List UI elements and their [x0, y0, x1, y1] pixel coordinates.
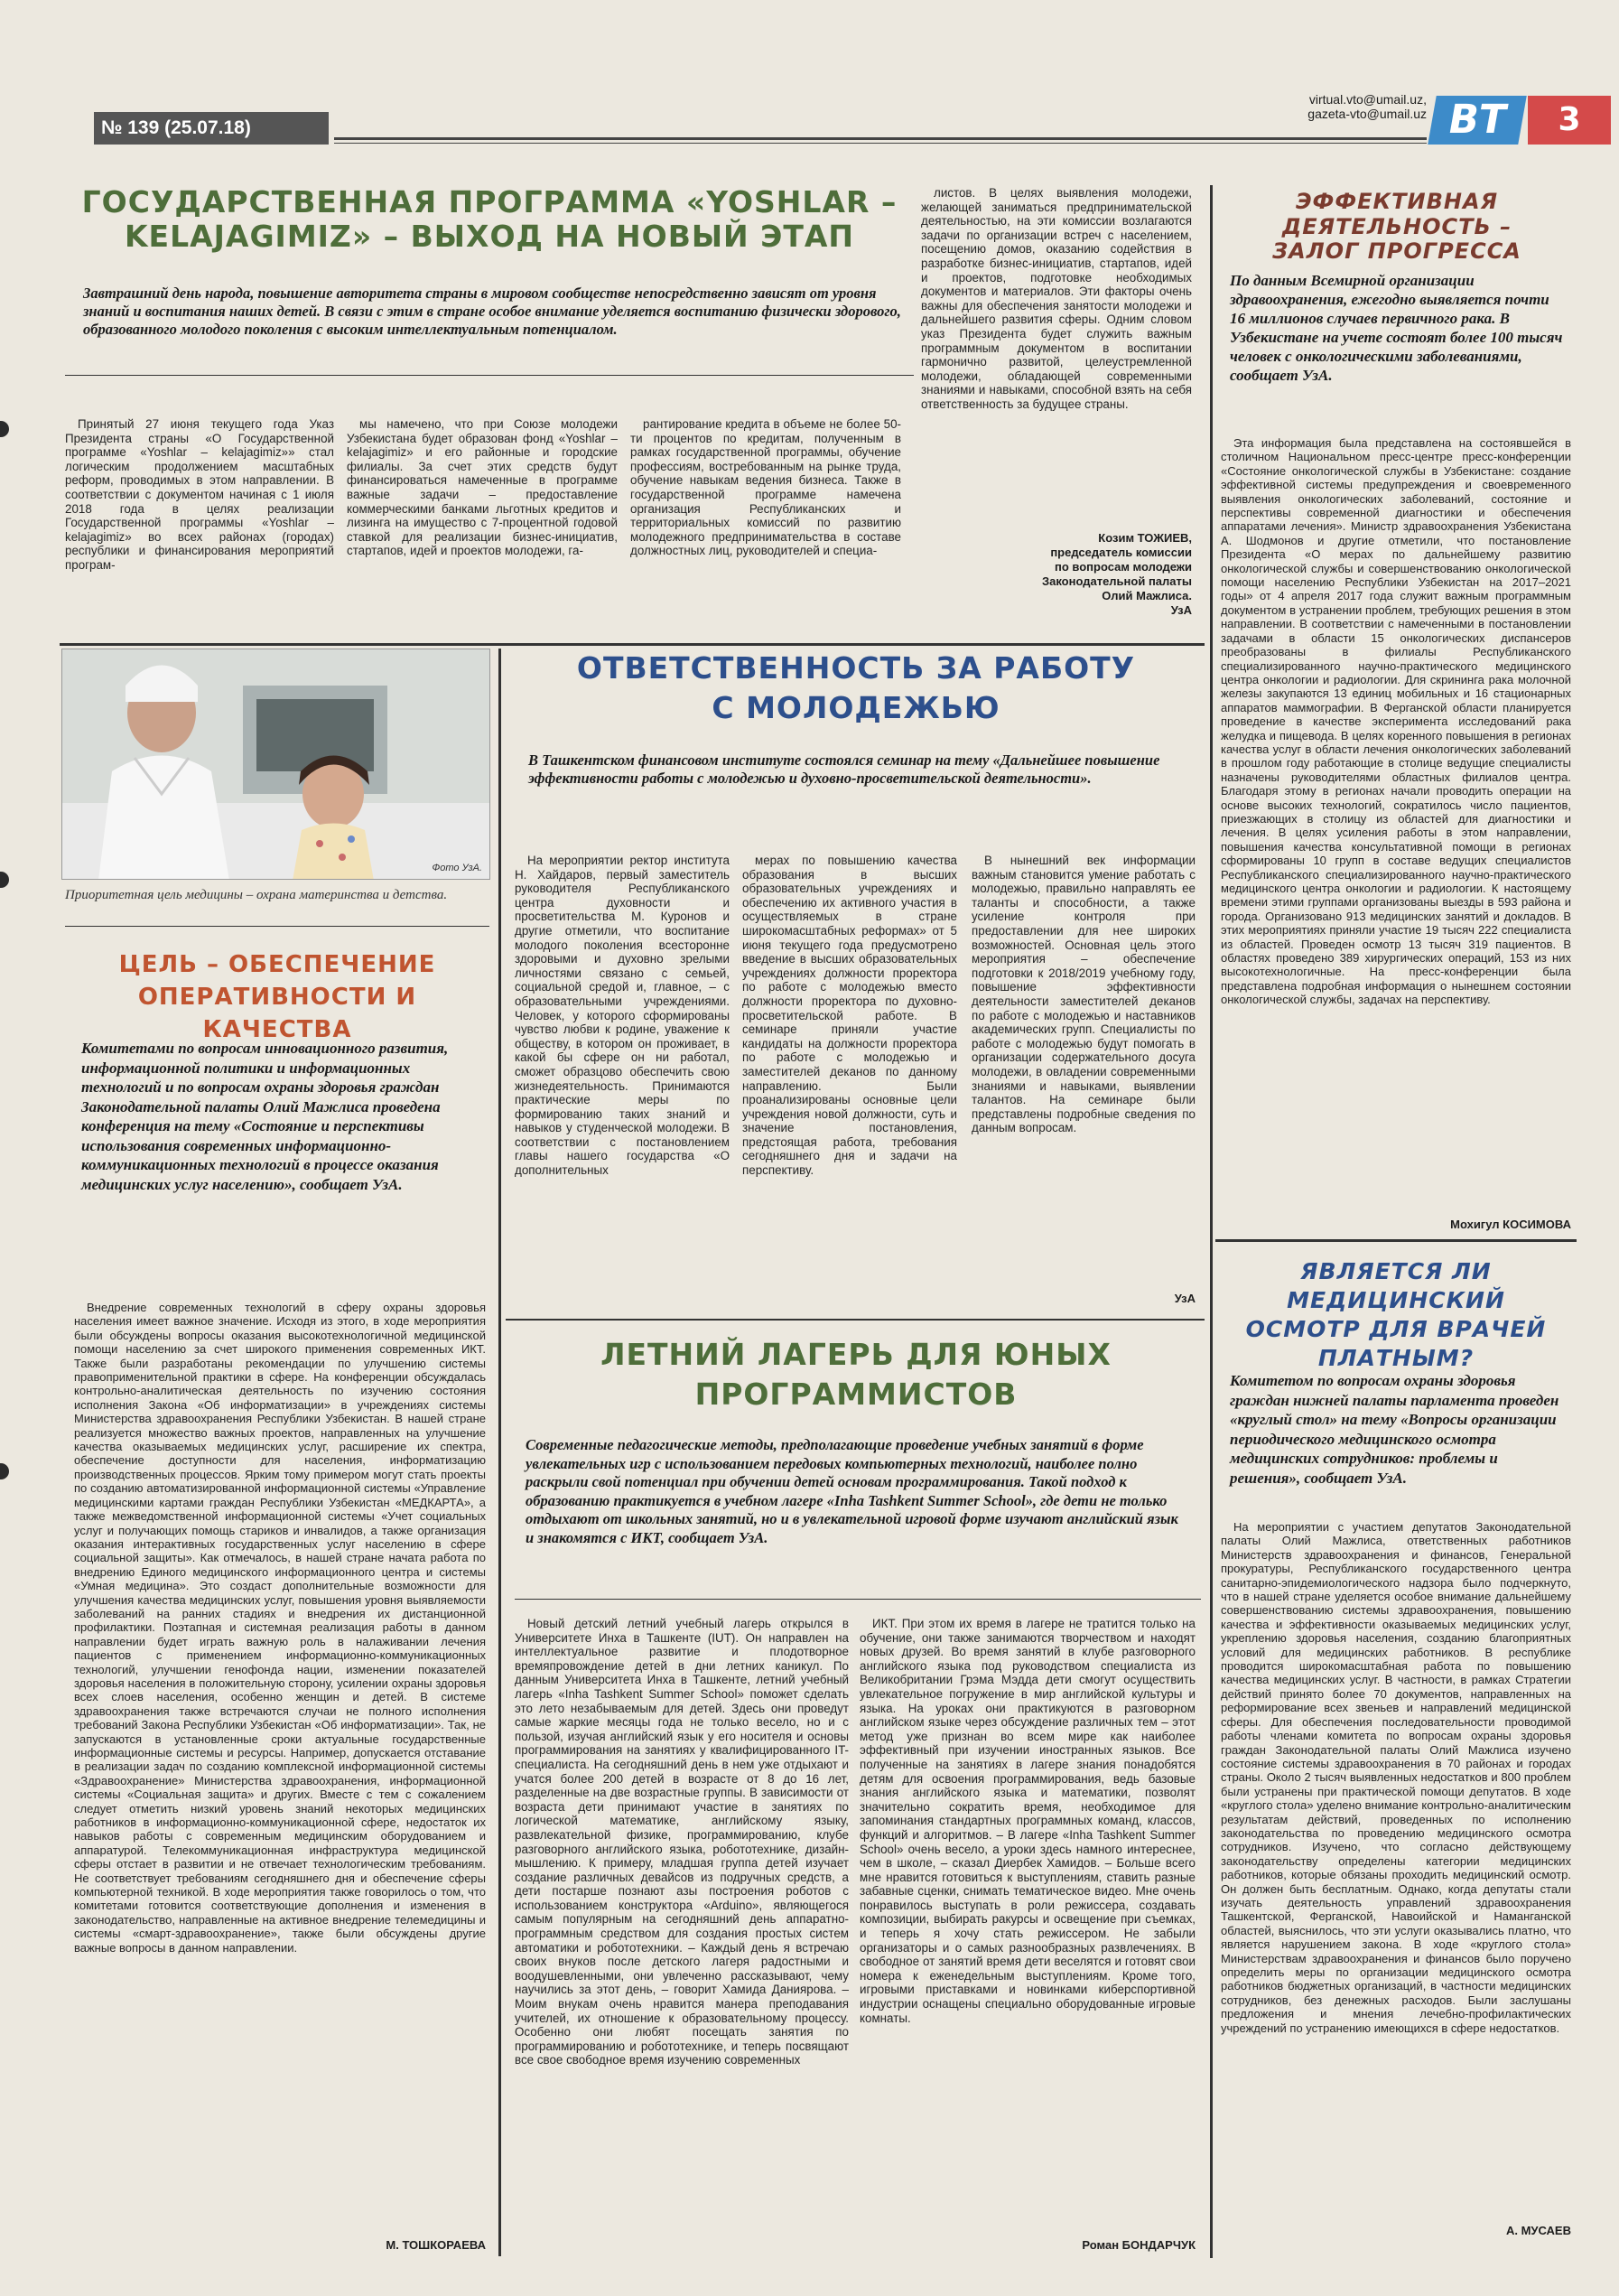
sidebar1-lead: По данным Всемирной организации здравоохранения, ежегодно выявляется почти 16 миллионов случаев первичного рака. В Узбекистане на учете состоят более 100 тысяч человек с онкологическими заболеваниями, сообщает УзА.: [1230, 272, 1563, 384]
article4-col2: ИКТ. При этом их время в лагере не тратится только на обучение, они также занимаются творчеством и находят новых друзей. Во время занятий в клубе разговорного английского языка под руководством специалиста из Великобритании Грэма Мэдда дети смогут осуществить увлекательное погружение в мир английской культуры и языка. На уроках они практикуются в разговорном английском языке через обсуждение различных тем – этот метод уже признан во всем мире как наиболее эффективный при изучении иностранных языков. Все полученные на занятиях в лагере знания понадобятся детям для освоения программирования, ведь базовые знания английского языка и математики, позволят значительно сократить время, необходимое для запоминания стандартных программных команд, классов, функций и алгоритмов. – В лагере «Inha Tashkent Summer School» очень весело, а уроки здесь намного интереснее, чем в школе, – сказал Диербек Хамидов. – Больше всего мне нравится готовиться к выступлениям, ставить разные забавные сценки, снимать тематическое видео. Мне очень понравилось выступать в роли режиссера, создавать композиции, выбирать ракурсы и освещение при съемках, и теперь я хочу стать режиссером. Не забыли организаторы и о самых разнообразных развлечениях. В свободное от занятий время дети веселятся и готовят свои номера к еженедельным выступлениям. Кроме того, игровыми приставками и новинками киберспортивной индустрии оснащены специально оборудованные игровые комнаты.: [860, 1617, 1196, 2025]
photo-caption: Приоритетная цель медицины – охрана материнства и детства.: [65, 888, 448, 902]
masthead-rule-thin: [334, 143, 1427, 144]
article3-title-line1: ОТВЕТСТВЕННОСТЬ ЗА РАБОТУ: [576, 650, 1136, 686]
article3-divider: [506, 1319, 1205, 1321]
article2-title-line2: ОПЕРАТИВНОСТИ И КАЧЕСТВА: [137, 984, 417, 1043]
article4-lead-rule: [515, 1599, 1201, 1600]
article2-title-line1: ЦЕЛЬ – ОБЕСПЕЧЕНИЕ: [118, 951, 436, 978]
article1-sign4: Законодательной палаты: [1041, 574, 1192, 588]
article4-signature: Роман БОНДАРЧУК: [1082, 2238, 1196, 2252]
article2-title: [65, 948, 489, 1046]
sidebar1-title-line1: ЭФФЕКТИВНАЯ ДЕЯТЕЛЬНОСТЬ –: [1281, 189, 1512, 239]
article1-divider: [65, 375, 914, 376]
article4-col1: Новый детский летний учебный лагерь открылся в Университете Инха в Ташкенте (IUT). Он направлен на интеллектуальное развитие и плодотворное времяпровождение детей в дни летних каникул. По данным Университета Инха в Ташкенте, летний учебный лагерь «Inha Tashkent Summer School» поможет сделать это лето незабываемым для детей. Здесь они проведут самые жаркие месяцы года не только весело, но и с пользой, изучая английский язык у его носителя и основы программирования на занятиях у квалифицированного IT-специалиста. На сегодняшний день в нем уже отдыхают и учатся более 200 детей в возрасте от 8 до 16 лет, разделенные на две возрастные группы. В зависимости от возраста дети принимают участие в занятиях по логической математике, английскому языку, развлекательной физике, программированию, клубе разговорного английского языка, робототехнике, дизайн-мышлению. К примеру, младшая группа детей изучает создание различных девайсов из подручных средств, а дети постарше познают азы построения роботов с использованием конструктора «Arduino», являющегося самым популярным на сегодняшний день аппаратно-программным средством для создания простых систем автоматики и робототехники. – Каждый день я встречаю своих внуков после детского лагеря радостными и воодушевленными, они увлеченно рассказывают, чему научились за этот день, – говорит Хамида Даниярова. – Моим внукам очень нравится манера преподавания учителей, их отношение к образовательному процессу. Особенно они любят посещать занятия по программированию и робототехнике, и теперь посвящают все свое свободное время изучению современных: [515, 1617, 849, 2067]
article2-signature: М. ТОШКОРАЕВА: [386, 2238, 486, 2252]
masthead: [63, 92, 1581, 152]
article1-sign3: по вопросам молодежи: [1054, 560, 1192, 574]
article1-title-line1: ГОСУДАРСТВЕННАЯ ПРОГРАММА «YOSHLAR –: [81, 184, 898, 219]
article4-title: [513, 1335, 1199, 1414]
sidebar-rule: [1210, 185, 1213, 2258]
article1-sign1: Козим ТОЖИЕВ,: [1098, 531, 1192, 545]
punch-hole: [0, 1463, 9, 1479]
article3-title-line2: С МОЛОДЕЖЬЮ: [712, 690, 1000, 725]
email-1[interactable]: virtual.vto@umail.uz,: [1308, 92, 1427, 107]
article2-lead: Комитетами по вопросам инновационного развития, информационной политики и информационных технологий и по вопросам охраны здоровья граждан Законодательной палаты Олий Мажлиса проведена конференция на тему «Состояние и перспективы использования современных информационно-коммуникационных технологий в процессе оказания медицинских услуг населению», сообщает УзА.: [81, 1040, 449, 1193]
sidebar1-title: [1221, 190, 1573, 265]
caption-rule: [65, 926, 489, 927]
sidebar2-title-line3: ПЛАТНЫМ?: [1317, 1345, 1475, 1371]
article4-title-line1: ЛЕТНИЙ ЛАГЕРЬ ДЛЯ ЮНЫХ: [600, 1337, 1112, 1372]
nurse-child-photo: [61, 649, 490, 880]
article3-lead: В Ташкентском финансовом институте состоялся семинар на тему «Дальнейшее повышение эффективности работы с молодежью и духовно-просветительской деятельности».: [528, 751, 1160, 787]
sidebar2-body: На мероприятии с участием депутатов Законодательной палаты Олий Мажлиса, ответственных работников Министерств здравоохранения и финансов, Генеральной прокуратуры, Республиканского государственного центра санитарно-эпидемиологического надзора было подчеркнуто, что в нашей стране уделяется особое внимание дальнейшему совершенствованию системы здравоохранения, повышению качества и эффективности оказываемых медицинских услуг, укреплению здоровья населения, созданию благоприятных условий для медицинских работников. В республике проводится широкомасштабная работа по повышению качества медицинских услуг. В частности, в рамках Стратегии действий принято более 70 документов, направленных на реформирование всех звеньев и направлений медицинской сферы. Для обеспечения последовательности проводимой работы членами комитета по вопросам охраны здоровья граждан Законодательной палаты Олий Мажлиса изучено состояние системы здравоохранения в 70 районах и городах страны. Около 2 тысяч выявленных недостатков и 800 проблем были устранены при практической помощи депутатов. В ходе «круглого стола» уделено внимание контрольно-аналитическим результатам действий, проведенных по исполнению законодательства по проведению медицинского осмотра сотрудников. Изучено, что согласно действующему законодательству определены категории медицинских работников, которые обязаны проходить медицинский осмотр. Он должен быть бесплатным. Однако, когда депутаты стали изучать деятельность управлений здравоохранения Ташкентской, Ферганской, Навоийской и Наманганской областей, выяснилось, что эти услуги оказывались платно, что является нарушением закона. В ходе «круглого стола» Министерствам здравоохранения и финансов было поручено определить меры по организации медицинского осмотра работников бюджетных организаций, в частности медицинских сотрудников, без денежных расходов. Были заслушаны предложения и мнения лечебно-профилактических учреждений по устранению имеющихся в сфере недостатков.: [1221, 1520, 1571, 2035]
sidebar1-signature: Мохигул КОСИМОВА: [1450, 1218, 1571, 1231]
email-2[interactable]: gazeta-vto@umail.uz: [1307, 107, 1427, 121]
article1-lead: Завтрашний день народа, повышение авторитета страны в мировом сообществе непосредственно зависят от уровня знаний и воспитания наших детей. В связи с этим в стране особое внимание уделяется воспитанию физически здорового, образованного молодого поколения с высоким интеллектуальным потенциалом.: [83, 285, 901, 338]
article1-col4: листов. В целях выявления молодежи, желающей заниматься предпринимательской деятельностью, на эти комиссии возлагаются задачи по организации встреч с населением, посещению домов, оказанию содействия в разработке бизнес-инициатив, стартапов, идей и проектов, подготовке необходимых документов и материалов. Эти факторы очень важны для обеспечения занятости молодежи и дальнейшего развития сферы. Одним словом указ Президента будет служить важным программным документом в воспитании гармонично развитой, целеустремленной молодежи, обладающей современными знаниями и навыками, способной взять на себя ответственность за будущее страны.: [921, 186, 1192, 411]
sidebar1-title-line2: ЗАЛОГ ПРОГРЕССА: [1272, 238, 1521, 265]
top-section-divider: [60, 643, 1205, 646]
article4-lead: Современные педагогические методы, предполагающие проведение учебных занятий в форме увлекательных игр с использованием передовых компьютерных технологий, наиболее полно раскрыли свой потенциал при обучении детей основам программирования. Такой подход к образованию практикуется в учебном лагере «Inha Tashkent Summer School», где дети не только отдыхают от школьных занятий, но и в увлекательной игровой форме изучают английский язык и знакомятся с ИКТ, сообщает УзА.: [526, 1436, 1178, 1546]
article3-col2: мерах по повышению качества образования в высших образовательных учреждениях и обеспечению их активного участия в осуществляемых в стране широкомасштабных реформах» от 5 июня текущего года предусмотрено введение в высших образовательных учреждениях должности проректора по работе с молодежью вместо должности проректора по духовно-просветительской работе. В семинаре приняли участие кандидаты на должности проректора по работе с молодежью и заместителей деканов по данному направлению. Были проанализированы основные цели учреждения новой должности, суть и значение постановления, предстоящая работа, требования сегодняшнего дня и задачи на перспективу.: [742, 854, 957, 1178]
article3-source: УзА: [1174, 1292, 1196, 1305]
article1-signature: [921, 531, 1192, 618]
issue-badge: № 139 (25.07.18): [94, 112, 329, 145]
sidebar2-signature: А. МУСАЕВ: [1505, 2224, 1571, 2237]
article3-col3: В нынешний век информации важным становится умение работать с молодежью, правильно направлять ее таланты и способности, а также усиление контроля при предоставлении для нее широких возможностей. Основная цель этого мероприятия – обеспечение подготовки к 2018/2019 учебному году, повышение эффективности деятельности заместителей деканов по работе с молодежью и наставников академических групп. Специалисты по работе с молодежью будут помогать в организации содержательного досуга молодежи, в овладении современными знаниями и навыками, выявлении талантов. На семинаре были представлены подробные сведения по данным вопросам.: [972, 854, 1196, 1135]
punch-hole: [0, 421, 9, 437]
left-column-rule: [498, 649, 501, 2256]
photo-illustration: [62, 649, 490, 880]
sidebar2-lead: Комитетом по вопросам охраны здоровья граждан нижней палаты парламента проведен «круглый стол» на тему «Вопросы организации периодического медицинского осмотра медицинских сотрудников: проблемы и решения», сообщает УзА.: [1230, 1372, 1559, 1487]
article1-source: УзА: [1170, 603, 1192, 617]
photo-credit: Фото УзА.: [432, 863, 482, 873]
article1-col1: Принятый 27 июня текущего года Указ Президента страны «О Государственной программе «Yoshlar – kelajagimiz»» стал логическим продолжением масштабных реформ, проводимых в этом направлении. В соответствии с документом начиная с 1 июля 2018 года в целях реализации Государственной программы «Yoshlar – kelajagimiz» во всех районах (городах) республики и финансирования мероприятий програм-: [65, 417, 334, 572]
article1-sign5: Олий Мажлиса.: [1102, 589, 1192, 602]
article1-col2: мы намечено, что при Союзе молодежи Узбекистана будет образован фонд «Yoshlar – kelajagimiz» и его районные и городские филиалы. За счет этих средств будут финансироваться намеченные в программе важные задачи – предоставление коммерческими банками льготных кредитов и лизинга на имущество с 7-процентной годовой ставкой для реализации бизнес-инициатив, стартапов, идей и проектов молодежи, га-: [347, 417, 618, 558]
masthead-rule: [334, 137, 1427, 140]
email-contacts[interactable]: [1228, 92, 1427, 121]
logo: ВТ: [1428, 96, 1527, 145]
article2-body: Внедрение современных технологий в сферу охраны здоровья населения имеет важное значение. Исходя из этого, в ходе мероприятия были обсуждены вопросы оказания высокотехнологичной медицинской помощи населению за счет широкого применения современных ИКТ. Также были разработаны рекомендации по улучшению системы правоприменительной практики в сфере. На конференции обсуждалась контрольно-аналитическая деятельность по изучению состояния исполнения Закона «Об информатизации» в учреждениях системы Министерства здравоохранения Республики Узбекистан. В нашей стране реализуется множество важных проектов, направленных на улучшение качества оказываемых медицинских услуг, расширение их спектра, обеспечение доступности для населения, информатизацию производственных процессов. Ярким тому примером могут стать проекты по созданию автоматизированной информационной системы «Управление медицинскими картами граждан Республики Узбекистан «МЕДКАРТА», а также межведомственной информационной системы «Учет социальных услуг и получающих помощь стариков и инвалидов, а также организация оказания интерактивных государственных услуг населению в сфере социальной защиты». Как отмечалось, в нашей стране начата работа по внедрению Единого медицинского информационного центра и системы «Умная медицина». Это создаст дополнительные возможности для улучшения качества медицинских услуг, повышения уровня выявляемости заболеваний на ранних стадиях и внедрения их дистанционной профилактики. Поэтапная и системная реализация работы в данном направлении будет играть важную роль в налаживании лечения пациентов с применением информационно-коммуникационных технологий, улучшении генофонда нации, изменении показателей здоровья населения в положительную сторону, усилении охраны здоровья всех слоев населения, особенно женщин и детей. В системе здравоохранения также встречаются случаи не полного исполнения требований Закона Республики Узбекистан «Об информатизации». Так, не запускаются в установленные сроки актуальные государственные информационные системы и ресурсы. Например, допускается отставание в реализации задач по созданию комплексной информационной системы «Здравоохранение» Министерства здравоохранения, информационной системы «Социальная защита» и других. Вместе с тем с сожалением следует отметить низкий уровень знаний некоторых медицинских работников в информационно-коммуникационной сфере, недостаток их навыков работы с современным медицинским оборудованием и аппаратурой. Телекоммуникационная инфраструктура медицинской сферы отстает в развитии и не отвечает технологическим требованиям. Не соответствует требованиям сегодняшнего дня и обеспечение сферы компьютерной техникой. В ходе мероприятия также говорилось о том, что комитетами готовится соответствующие дополнения и изменения в законодательство, направленные на активное внедрение телемедицины и системы «смарт-здравоохранение», также были обсуждены другие важные вопросы в данном направлении.: [74, 1301, 486, 1955]
sidebar2-title-line1: ЯВЛЯЕТСЯ ЛИ МЕДИЦИНСКИЙ: [1287, 1258, 1505, 1313]
punch-hole: [0, 872, 9, 888]
article1-title-line2: KELAJAGIMIZ» – ВЫХОД НА НОВЫЙ ЭТАП: [124, 218, 855, 254]
sidebar2-title: [1221, 1257, 1571, 1373]
sidebar2-title-line2: ОСМОТР ДЛЯ ВРАЧЕЙ: [1245, 1316, 1547, 1342]
article3-title: [513, 649, 1199, 728]
article1-col3: рантирование кредита в объеме не более 50-ти процентов по кредитам, полученным в рамках государственной программы, обучение профессиям, востребованным на рынке труда, обучение навыкам ведения бизнеса. Также в государственной программе намечена организация Республиканских и территориальных комиссий по развитию молодежного предпринимательства в составе должностных лиц, руководителей и специа-: [630, 417, 901, 558]
article1-title: [65, 185, 914, 254]
article1-sign2: председатель комиссии: [1050, 546, 1192, 559]
article3-col1: На мероприятии ректор института Н. Хайдаров, первый заместитель руководителя Республиканского центра духовности и просветительства М. Куронов и другие отметили, что воспитание молодого поколения всесторонне здоровыми и духовно зрелыми личностями связано с семьей, социальной средой и, главное, – с образовательными учреждениями. Человек, у которого сформированы чувство любви к родине, уважение к обществу, в котором он проживает, в какой бы сфере он ни работал, сможет образцово обеспечить свою жизнедеятельность. Принимаются практические меры по формированию таких знаний и навыков у студенческой молодежи. В соответствии с постановлением главы нашего государства «О дополнительных: [515, 854, 730, 1178]
article4-title-line2: ПРОГРАММИСТОВ: [694, 1377, 1018, 1412]
page-number: 3: [1528, 96, 1611, 145]
sidebar1-body: Эта информация была представлена на состоявшейся в столичном Национальном пресс-центре пресс-конференции «Состояние онкологической службы в Узбекистане: создание эффективной системы предупреждения и своевременного выявления онкологических заболеваний, состояние и перспективы современной диагностики и обеспечения аппаратами лечения». Министр здравоохранения Узбекистана А. Шодмонов и другие отметили, что постановление Президента «О мерах по дальнейшему развитию онкологической службы и совершенствованию онкологической помощи населению Республики Узбекистан на 2017–2021 годы» от 4 апреля 2017 года служит важным программным документом в устранении проблем, требующих решения в этом направлении. В соответствии с намеченными в постановлении задачами в области 15 онкологических диспансеров преобразованы в филиалы Республиканского специализированного научно-практического медицинского центра онкологии и радиологии. Для скрининга рака молочной железы закупаются 13 единиц мобильных и 16 стационарных аппаратов маммографии. В Ферганской области планируется проведение в качестве эксперимента исследований рака желудка и пищевода. В целях коренного повышения в регионах качества услуг в области лечения онкологических заболеваний в прошлом году работающие в столице ведущие специалисты назначены руководителями областных филиалов центра. Благодаря этому в регионах начали проводить операции на основе высоких технологий, сократилось число пациентов, приезжающих в столицу из областей для диагностики и лечения. В целях усиления работы в этом направлении, повышения качества консультативной помощи в регионах сформированы 10 групп в составе ведущих специалистов Республиканского специализированного научно-практического медицинского центра онкологии и радиологии. К настоящему времени этими группами организованы выезды в 593 района и города. Организовано 913 медицинских занятий и докладов. В этих мероприятиях приняли участие 19 тысяч 222 специалиста из областей. Проведен осмотр 13 тысяч 319 пациентов. В областях проведено 389 хирургических операций, 153 из них высокотехнологичные. На пресс-конференции была представлена подробная информация о нынешнем состоянии онкологической службы, задачах на перспективу.: [1221, 436, 1571, 1007]
sidebar-divider: [1215, 1239, 1577, 1242]
